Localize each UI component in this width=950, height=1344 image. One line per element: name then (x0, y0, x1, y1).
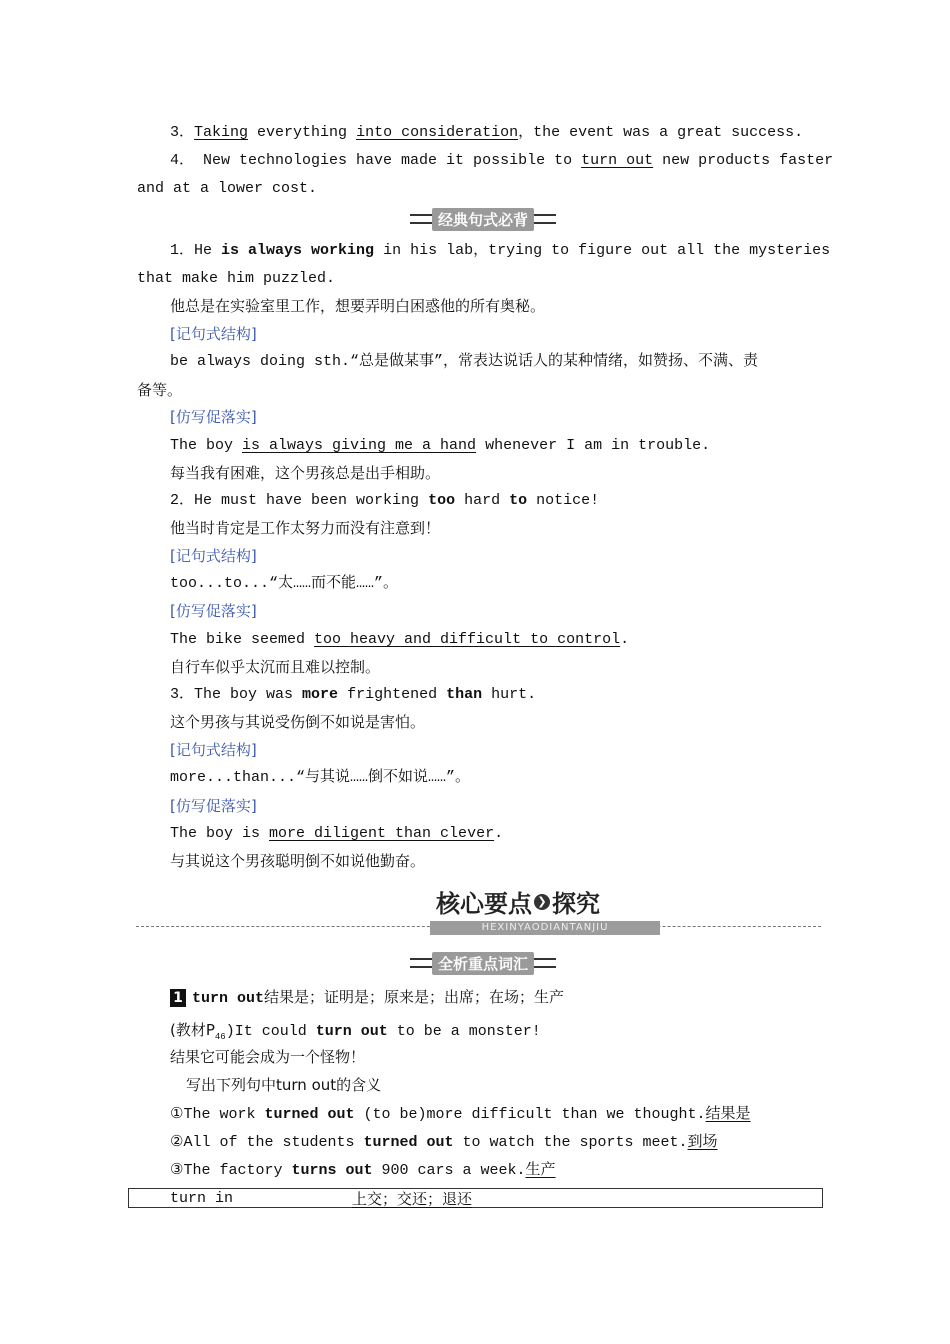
key-phrase: turned out (363, 1134, 454, 1151)
text: to watch the sports meet. (453, 1134, 688, 1151)
key-phrase: turns out (291, 1162, 373, 1179)
text: new products faster (653, 152, 834, 169)
header-bar-right (534, 958, 556, 968)
pattern-3-translation: 这个男孩与其说受伤倒不如说是害怕。 (170, 713, 426, 731)
section-title: 经典句式必背 (432, 208, 534, 231)
text: ，the event was a great success. (518, 124, 804, 141)
item-number: 4． (170, 152, 195, 169)
answer-blank: turn out (581, 152, 654, 169)
pattern-1-practice-translation: 每当我有困难，这个男孩总是出手相助。 (170, 464, 441, 482)
related-phrase-table (128, 1188, 823, 1208)
pattern-2-practice (170, 631, 629, 649)
section-header-classic-sentences (410, 209, 556, 229)
textbook-example (170, 1021, 541, 1046)
entry-number-badge: 1 (170, 989, 186, 1007)
text: He must have been working (194, 492, 429, 509)
sentence-4-cont: and at a lower cost. (137, 180, 318, 197)
item-number: 3． (170, 124, 195, 141)
text: The bike seemed (170, 631, 315, 648)
pattern-2-structure: too...to...“太……而不能……”。 (170, 575, 399, 592)
banner-title-a: 核心要点 (436, 890, 532, 918)
banner-title (430, 884, 660, 919)
text: ③The factory (170, 1162, 292, 1179)
item-number: 3． (170, 686, 195, 703)
text: ②All of the students (170, 1134, 364, 1151)
text: The boy is (170, 825, 270, 842)
key-phrase: turned out (264, 1106, 355, 1123)
header-bar-right (534, 214, 556, 224)
text: frightened (338, 686, 447, 703)
pattern-2-sentence (170, 492, 599, 510)
pattern-3-structure: more...than...“与其说……倒不如说……”。 (170, 769, 471, 786)
text: everything (248, 124, 357, 141)
text: hard (455, 492, 510, 509)
label-structure: [记句式结构] (170, 547, 257, 565)
label-structure: [记句式结构] (170, 741, 257, 759)
header-bar-left (410, 214, 432, 224)
text: )It could (225, 1023, 316, 1040)
entry-headword: turn out (192, 990, 265, 1007)
answer-blank: 结果是 (705, 1104, 751, 1122)
pattern-1-translation: 他总是在实验室里工作，想要弄明白困惑他的所有奥秘。 (170, 297, 546, 315)
answer-blank: too heavy and difficult to control (314, 631, 621, 648)
text: (to be)more difficult than we thought. (354, 1106, 706, 1123)
answer-blank: Taking (194, 124, 249, 141)
key-word: too (428, 492, 456, 509)
key-word: more (302, 686, 339, 703)
exercise-3 (170, 1160, 556, 1180)
core-points-banner (430, 884, 660, 936)
header-bar-left (410, 958, 432, 968)
pattern-1-structure-cont: 备等。 (137, 381, 183, 399)
key-word: to (509, 492, 528, 509)
exercise-1 (170, 1104, 751, 1124)
text: in his lab，trying to figure out all the mysteries (374, 242, 831, 259)
label-practice: [仿写促落实] (170, 797, 257, 815)
item-number: 2． (170, 492, 195, 509)
meaning-cell: 上交；交还；退还 (352, 1190, 473, 1208)
phrase-cell: turn in (170, 1190, 234, 1207)
pattern-2-translation: 他当时肯定是工作太努力而没有注意到！ (170, 519, 441, 537)
exercise-2 (170, 1132, 718, 1152)
answer-blank: into consideration (356, 124, 519, 141)
entry-meanings: 结果是；证明是；原来是；出席；在场；生产 (264, 988, 565, 1006)
text: . (620, 631, 630, 648)
key-phrase: turn out (315, 1023, 388, 1040)
banner-title-b: 探究 (552, 890, 600, 918)
section-header-vocabulary (410, 953, 556, 973)
text: The boy (170, 437, 243, 454)
pattern-3-practice-translation: 与其说这个男孩聪明倒不如说他勤奋。 (170, 852, 426, 870)
exercise-instruction: 写出下列句中turn out的含义 (186, 1076, 382, 1094)
text: whenever I am in trouble. (476, 437, 711, 454)
page-number: 46 (214, 1032, 226, 1042)
sentence-4 (170, 152, 833, 170)
label-practice: [仿写促落实] (170, 602, 257, 620)
item-number: 1． (170, 242, 195, 259)
text: . (494, 825, 504, 842)
pattern-3-practice (170, 825, 503, 843)
text: hurt. (482, 686, 537, 703)
pattern-1-sentence (170, 242, 830, 260)
section-title: 全析重点词汇 (432, 952, 534, 975)
label-practice: [仿写促落实] (170, 408, 257, 426)
pattern-1-practice (170, 437, 710, 455)
chevron-right-icon: ❯ (534, 894, 550, 910)
pattern-2-practice-translation: 自行车似乎太沉而且难以控制。 (170, 658, 381, 676)
answer-blank: more diligent than clever (269, 825, 495, 842)
pattern-1-sentence-cont: that make him puzzled. (137, 270, 336, 287)
text: to be a monster! (387, 1023, 541, 1040)
answer-blank: 到场 (687, 1132, 718, 1150)
text: ①The work (170, 1106, 265, 1123)
key-phrase: is always working (221, 242, 375, 259)
text: He (194, 242, 222, 259)
label-structure: [记句式结构] (170, 325, 257, 343)
key-word: than (446, 686, 483, 703)
sentence-3 (170, 124, 803, 142)
banner-subtitle: HEXINYAODIANTANJIU (430, 921, 660, 935)
text: (教材P (170, 1021, 215, 1039)
text: 900 cars a week. (372, 1162, 526, 1179)
text: New technologies have made it possible to (194, 152, 582, 169)
text: notice! (527, 492, 600, 509)
vocab-entry-heading (170, 988, 564, 1008)
pattern-1-structure: be always doing sth.“总是做某事”，常表达说话人的某种情绪，如赞扬、不满、责 (170, 353, 759, 370)
textbook-example-translation: 结果它可能会成为一个怪物！ (170, 1048, 366, 1066)
pattern-3-sentence (170, 686, 536, 704)
text: The boy was (194, 686, 303, 703)
answer-blank: 生产 (525, 1160, 556, 1178)
answer-blank: is always giving me a hand (242, 437, 477, 454)
